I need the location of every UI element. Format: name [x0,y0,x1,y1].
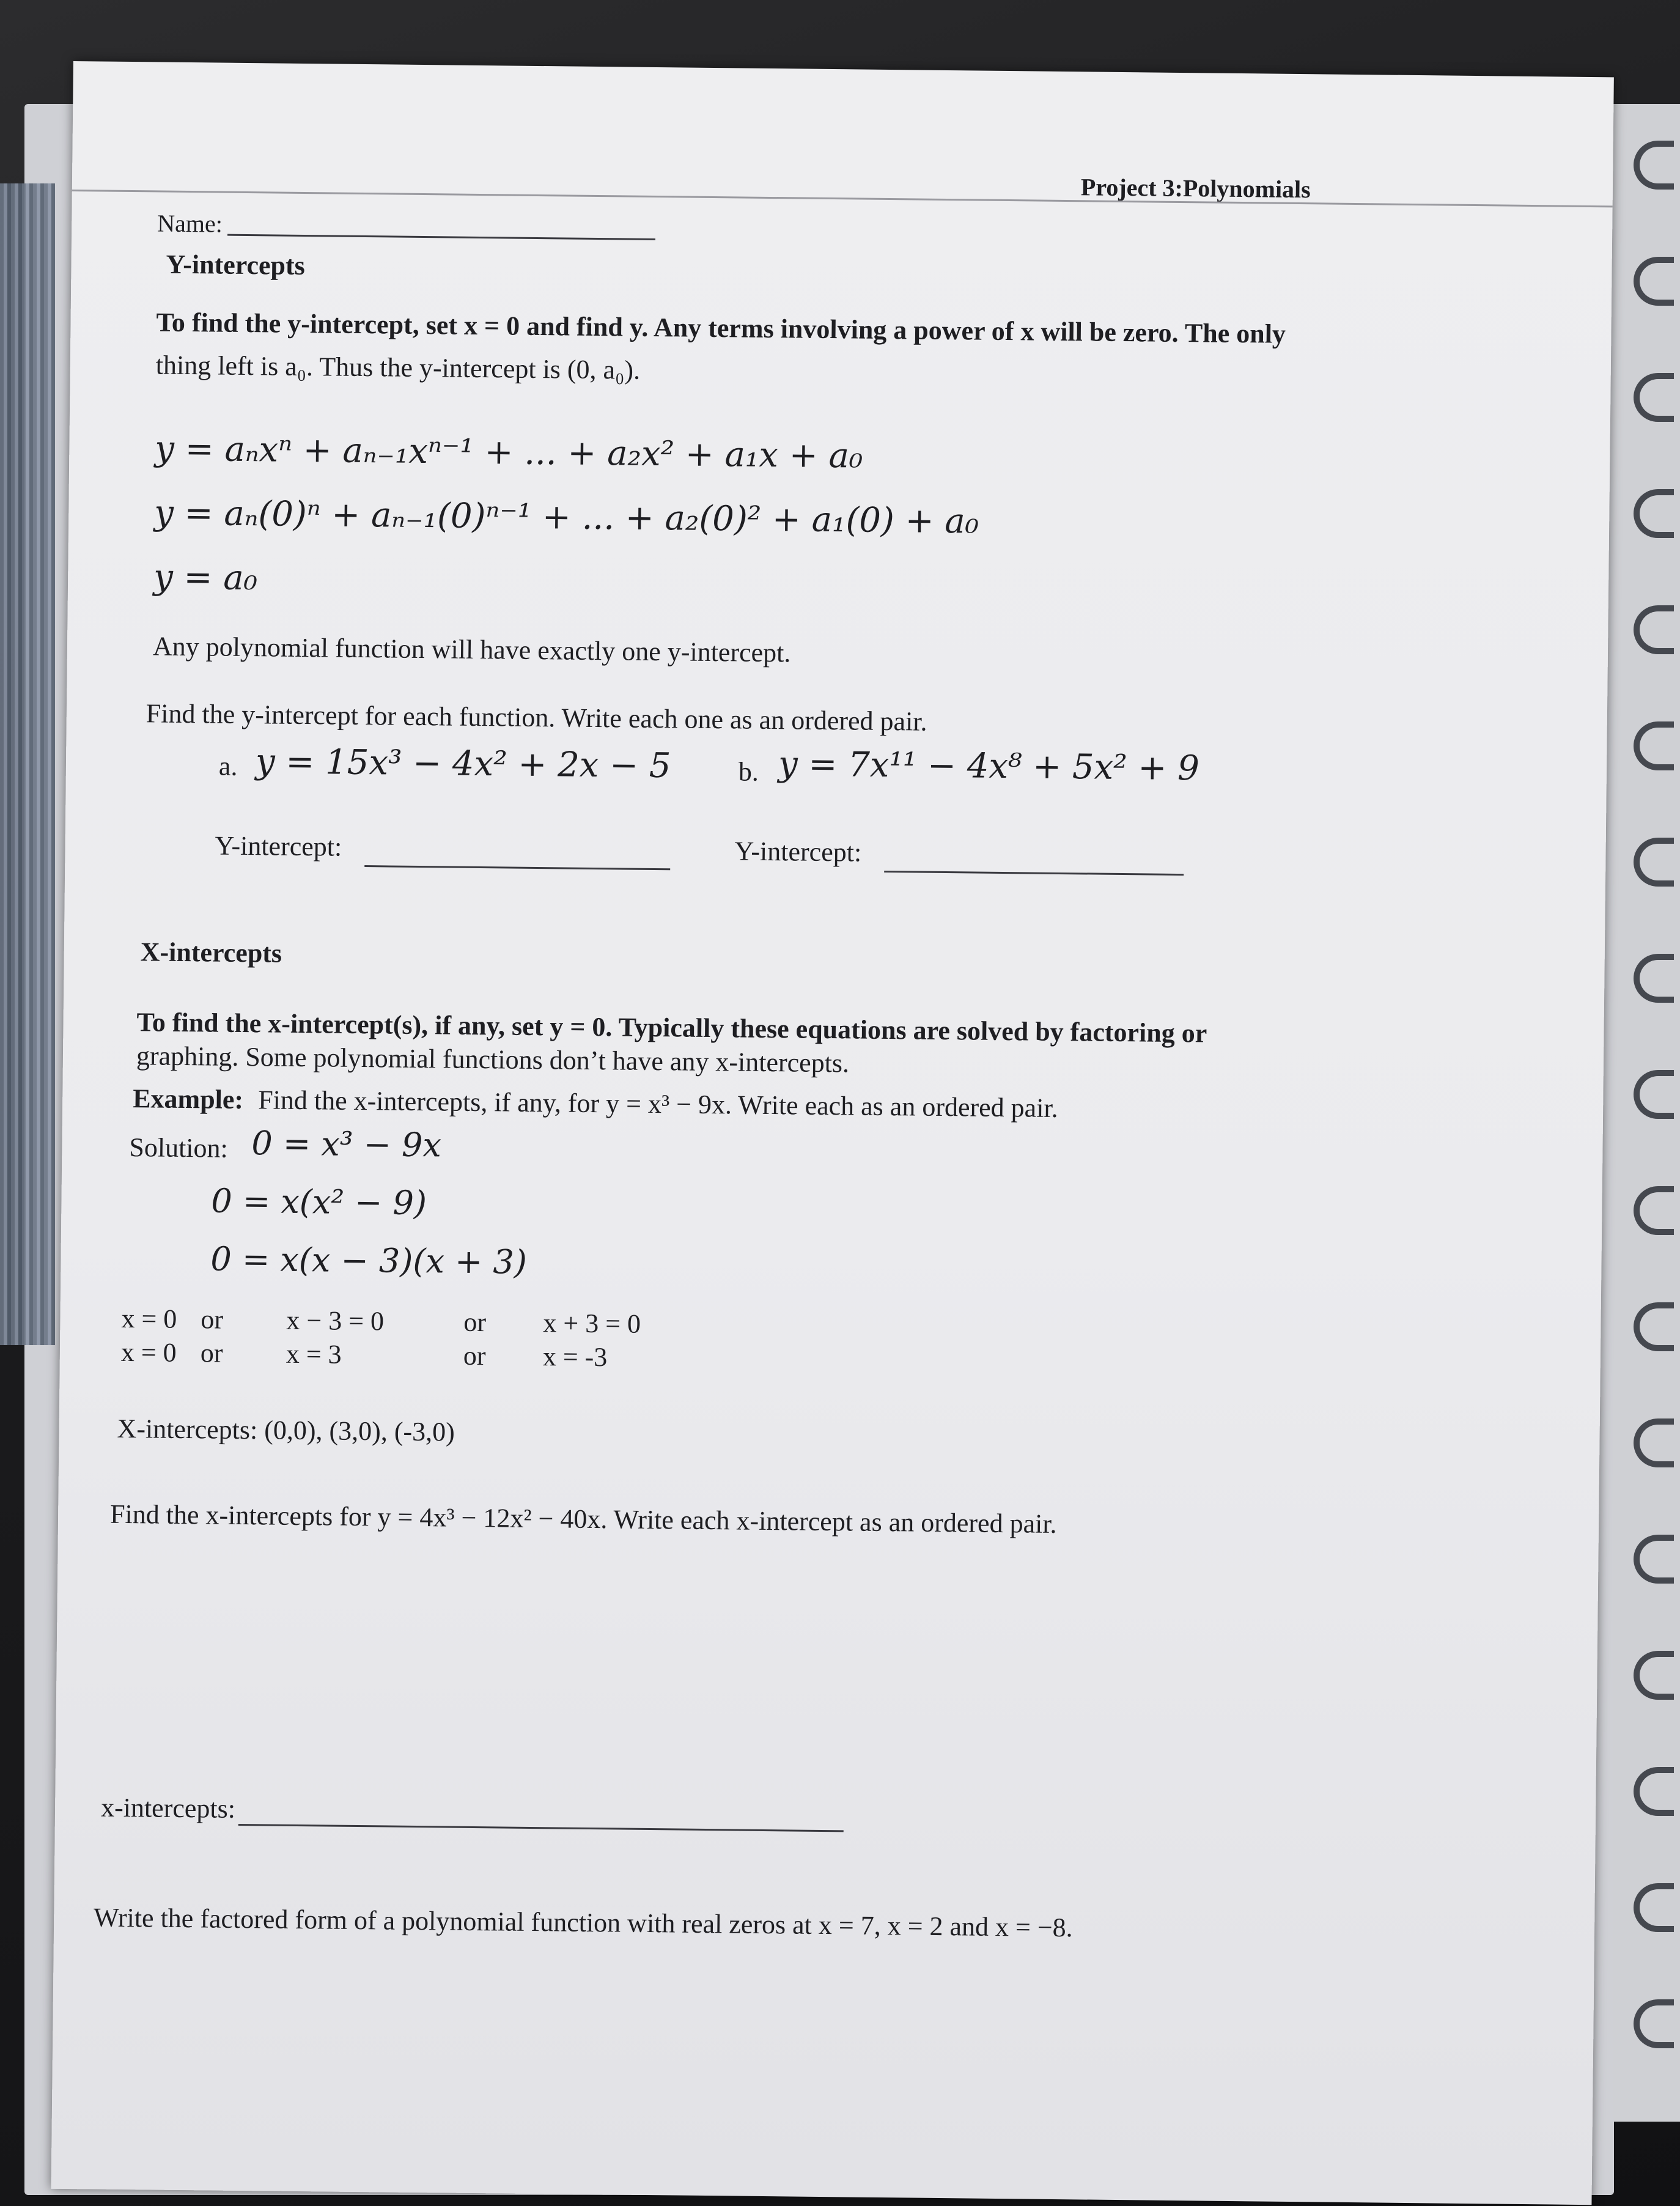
result-equation: y = a₀ [153,557,258,599]
solution-step1: 0 = x³ − 9x [251,1124,442,1165]
name-label: Name: [157,209,223,238]
general-equation: y = aₙxⁿ + aₙ₋₁xⁿ⁻¹ + ... + a₂x² + a₁x + a₀ [155,429,863,476]
case-row1-or2: or [463,1307,487,1338]
problem-a-equation: y = 15x³ − 4x² + 2x − 5 [255,742,671,786]
example-text: Find the x-intercepts, if any, for y = x³ − 9x. Write each as an ordered pair. [257,1085,1058,1123]
x-section-heading: X-intercepts [140,937,282,968]
project-title: Project 3:Polynomials [1080,173,1311,204]
worksheet-page [51,61,1614,2205]
y-intro-line2: thing left is a₀. Thus the y-intercept is (0, a₀). [155,350,641,385]
header-rule [72,190,1613,207]
case-row1-b: x − 3 = 0 [286,1305,385,1337]
case-row1-c: x + 3 = 0 [543,1308,641,1339]
case-row2-or1: or [200,1338,223,1368]
y-section-heading: Y-intercepts [166,249,306,281]
case-row1-a: x = 0 [121,1303,177,1334]
case-row2-a: x = 0 [120,1337,177,1368]
x-intercepts-result: X-intercepts: (0,0), (3,0), (-3,0) [117,1413,455,1447]
x-intro-line2: graphing. Some polynomial functions don’t have any x-intercepts. [136,1041,850,1079]
x-intercepts-label: x-intercepts: [100,1792,236,1824]
case-row2-c: x = -3 [542,1341,608,1373]
y-intercept-label-a: Y-intercept: [215,830,342,862]
solution-step3: 0 = x(x − 3)(x + 3) [210,1239,528,1282]
substituted-equation: y = aₙ(0)ⁿ + aₙ₋₁(0)ⁿ⁻¹ + ... + a₂(0)² + a₁(0) + a₀ [153,493,979,542]
y-intro-line1: To find the y-intercept, set x = 0 and find y. Any terms involving a power of x will be zero. The only [156,307,1286,349]
example-label: Example: [132,1083,244,1115]
case-row1-or1: or [201,1304,224,1335]
y-intercept-label-b: Y-intercept: [734,836,862,868]
x-intro-line1: To find the x-intercept(s), if any, set y = 0. Typically these equations are solved by factoring or [136,1007,1207,1049]
case-row2-or2: or [463,1340,486,1371]
binder-edge [0,183,55,1345]
solution-label: Solution: [129,1132,229,1164]
notebook-spiral [1613,104,1680,2122]
y-intercept-answer-b[interactable] [884,871,1184,876]
problem-b-equation: y = 7x¹¹ − 4x⁸ + 5x² + 9 [778,744,1200,789]
problem-a-label: a. [218,751,238,781]
problem-b-label: b. [738,756,759,787]
factored-form-task: Write the factored form of a polynomial function with real zeros at x = 7, x = 2 and x = −8. [93,1902,1073,1943]
x-task: Find the x-intercepts for y = 4x³ − 12x² − 40x. Write each x-intercept as an ordered pair. [109,1499,1057,1539]
y-statement: Any polynomial function will have exactly one y-intercept. [152,631,791,668]
case-row2-b: x = 3 [286,1338,342,1370]
solution-step2: 0 = x(x² − 9) [211,1181,427,1223]
x-intercepts-answer[interactable] [238,1824,844,1832]
name-field[interactable] [227,234,655,240]
y-task: Find the y-intercept for each function. Write each one as an ordered pair. [146,698,927,737]
y-intercept-answer-a[interactable] [364,865,670,870]
